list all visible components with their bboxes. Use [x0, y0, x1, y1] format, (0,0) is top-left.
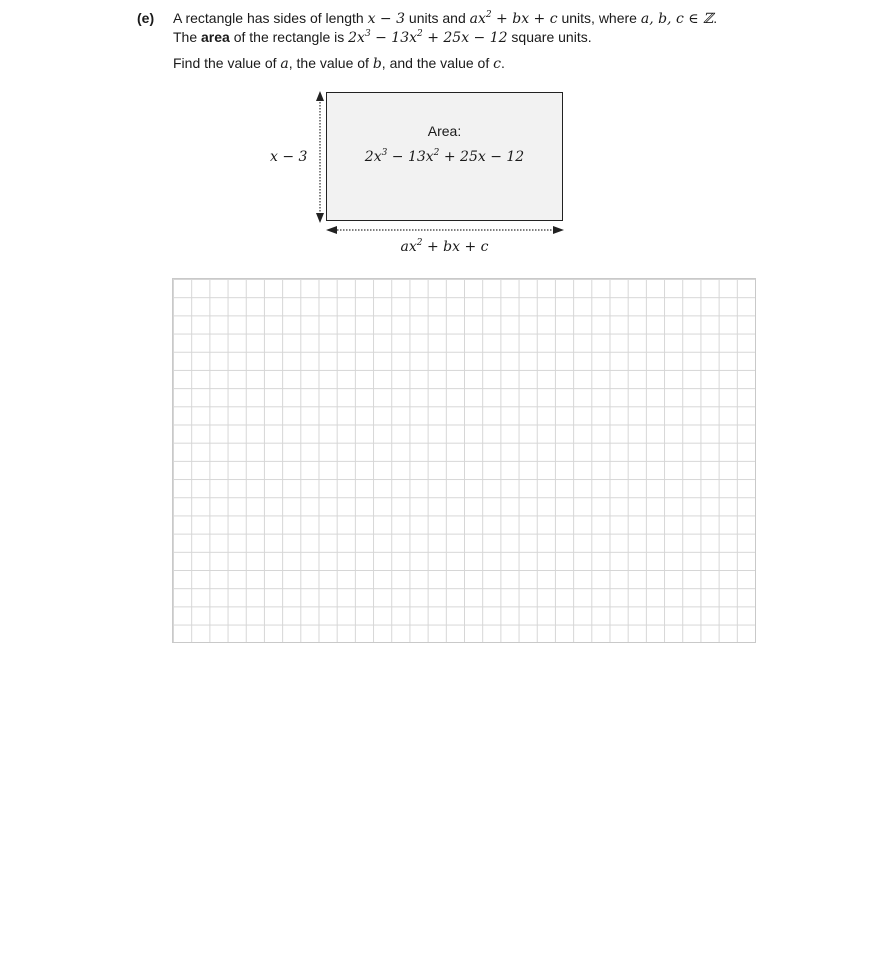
text: units and	[405, 10, 470, 26]
question-line-1	[173, 10, 717, 27]
area-title: Area:	[427, 123, 462, 139]
text: of the rectangle is	[229, 29, 349, 45]
math-integers: a, b, c ∈ ℤ	[640, 11, 714, 27]
working-grid[interactable]	[172, 278, 756, 643]
math-quadratic: $ax^2$ + bx + c	[469, 10, 558, 27]
math-area-expression: $2x^3 - 13x^2 + 25x - 12$	[348, 29, 508, 46]
math-side-length: x − 3	[367, 11, 406, 27]
text: A rectangle has sides of length	[173, 10, 368, 26]
text: units, where	[557, 10, 641, 26]
math-b: b	[372, 56, 382, 72]
horizontal-dimension-arrow	[326, 226, 564, 234]
area-expression: $2x^3 - 13x^2 + 25x - 12$	[364, 148, 525, 165]
text: The	[173, 29, 202, 45]
rectangle-diagram	[260, 85, 580, 265]
text: Find the value of	[173, 55, 281, 71]
bottom-length-label: $ax^2$ + bx + c	[400, 238, 489, 255]
math-c: c	[493, 56, 501, 72]
text: , the value of	[288, 55, 373, 71]
math-a: a	[280, 56, 289, 72]
vertical-dimension-arrow	[316, 91, 324, 223]
text: , and the value of	[381, 55, 494, 71]
text: square units.	[507, 29, 592, 45]
part-label: (e)	[137, 10, 155, 26]
dimension-arrows	[260, 85, 580, 265]
text: .	[500, 55, 505, 71]
question-line-3	[173, 55, 505, 72]
question-line-2	[173, 29, 592, 46]
side-length-label: x − 3	[270, 149, 308, 165]
bold-area: area	[201, 29, 230, 45]
text: .	[713, 10, 718, 26]
